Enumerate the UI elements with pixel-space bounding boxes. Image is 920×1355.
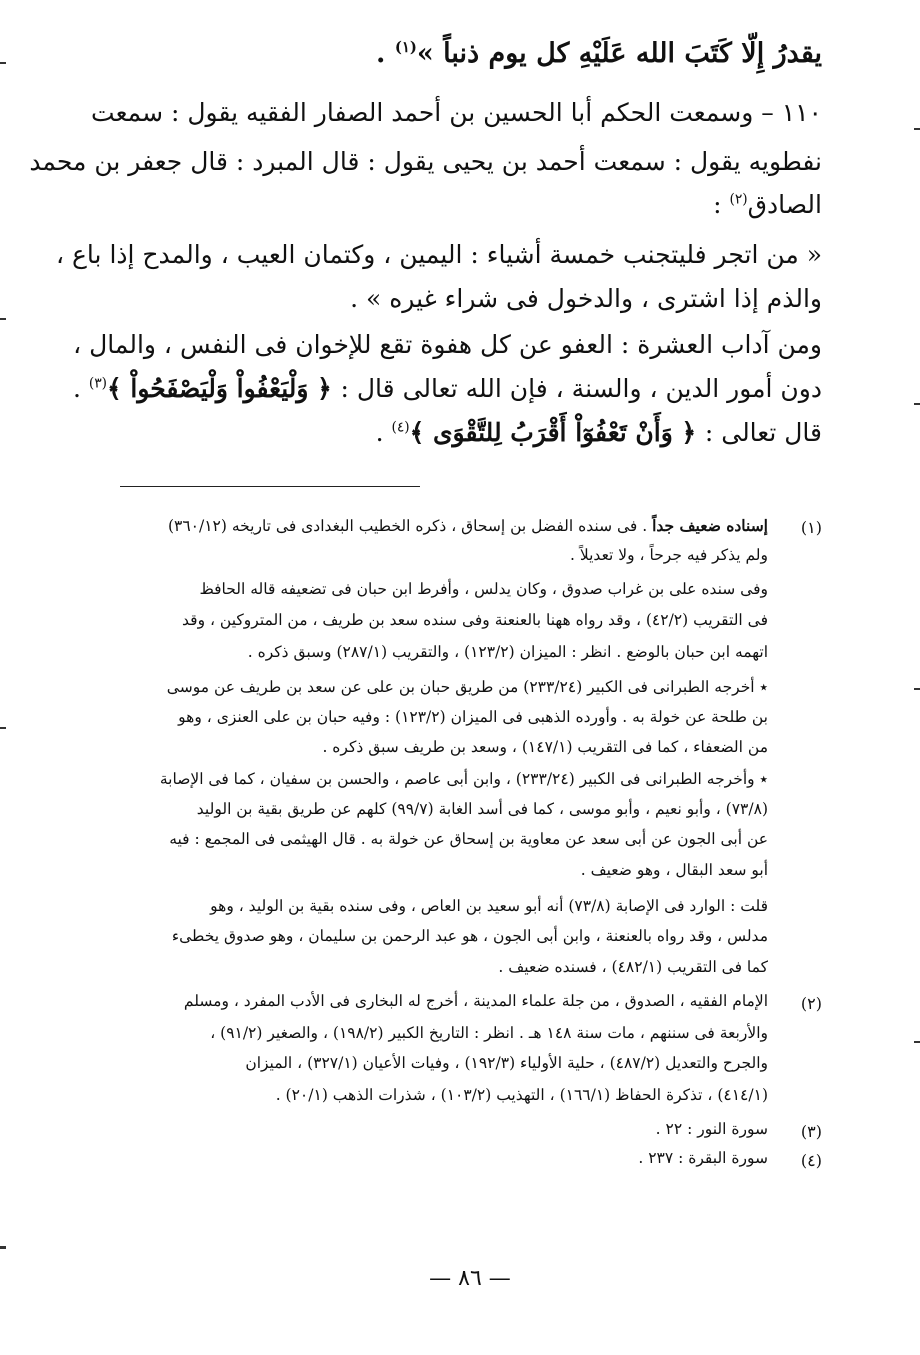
text-line-7: ومن آداب العشرة : العفو عن كل هفوة تقع للإخوان فى النفس ، والمال ، <box>73 330 822 359</box>
footnote-2-line-1: الإمام الفقيه ، الصدوق ، من جلة علماء المدينة ، أخرج له البخارى فى الأدب المفرد ، ومسلم <box>183 992 768 1010</box>
footnote-1-line-7: بن طلحة عن خولة به . وأورده الذهبى فى الميزان (١٢٣/٢) : وفيه حبان بن على العنزى ، وهو <box>178 708 768 726</box>
text-line-4: الصادق$^{(٢)}$ : <box>713 190 822 219</box>
text-line-6: والذم إذا اشترى ، والدخول فى شراء غيره » . <box>350 284 822 313</box>
margin-mark <box>0 1246 6 1249</box>
footnote-1-line-13: قلت : الوارد فى الإصابة (٧٣/٨) أنه أبو سعيد بن العاص ، وفى سنده بقية بن الوليد ، وهو <box>210 897 768 915</box>
margin-mark <box>0 727 6 729</box>
text-line-3: نفطويه يقول : سمعت أحمد بن يحيى يقول : قال المبرد : قال جعفر بن محمد <box>29 147 822 176</box>
footnote-separator <box>120 486 420 487</box>
margin-mark <box>914 128 920 130</box>
footnote-1-line-1: إسناده ضعيف جداً . فى سنده الفضل بن إسحاق ، ذكره الخطيب البغدادى فى تاريخه (٣٦٠/١٢) <box>167 516 768 535</box>
footnote-ref-4[interactable]: (٤) <box>391 419 410 436</box>
page-number: — ٨٦ — <box>429 1266 511 1291</box>
text-line-5: « من اتجر فليتجنب خمسة أشياء : اليمين ، وكتمان العيب ، والمدح إذا باع ، <box>55 240 822 269</box>
footnote-3-text: سورة النور : ٢٢ . <box>655 1120 768 1138</box>
main-text <box>29 0 822 480</box>
margin-mark <box>0 62 6 64</box>
footnote-1-line-12: أبو سعد البقال ، وهو ضعيف . <box>580 861 768 879</box>
footnote-number-2: (٢) <box>800 994 822 1013</box>
footnote-1-line-5: اتهمه ابن حبان بالوضع . انظر : الميزان (١٢٣/٢) ، والتقريب (٢٨٧/١) وسبق ذكره . <box>247 643 768 661</box>
margin-mark <box>914 403 920 405</box>
footnote-1-line-3: وفى سنده على بن غراب صدوق ، وكان يدلس ، وأفرط ابن حبان فى تضعيفه قاله الحافظ <box>199 580 768 598</box>
footnote-number-1: (١) <box>800 518 822 537</box>
margin-mark <box>0 318 6 320</box>
footnote-1-line-14: مدلس ، وقد رواه بالعنعنة ، وابن أبى الجون ، هو عبد الرحمن بن سليمان ، وهو صدوق يخطىء <box>171 927 768 945</box>
text-line-8: دون أمور الدين ، والسنة ، فإن الله تعالى قال : ﴿ وَلْيَعْفُواْ وَلْيَصْفَحُواْ ﴾$^{(٣)}$ . <box>72 374 822 403</box>
footnote-1-line-10: (٧٣/٨) ، وأبو نعيم ، وأبو موسى ، كما فى أسد الغابة (٩٩/٧) كلهم عن طريق بقية بن الوليد <box>196 800 768 818</box>
footnote-ref-2[interactable]: (٢) <box>729 191 748 208</box>
margin-mark <box>914 688 920 690</box>
text-line-2: ١١٠ – وسمعت الحكم أبا الحسين بن أحمد الصفار الفقيه يقول : سمعت <box>91 98 822 127</box>
footnote-1-line-15: كما فى التقريب (٤٨٢/١) ، فسنده ضعيف . <box>498 958 768 976</box>
quran-verse-1: ﴿ وَلْيَعْفُواْ وَلْيَصْفَحُواْ ﴾ <box>107 374 341 403</box>
footnote-number-3: (٣) <box>800 1122 822 1141</box>
footnote-2-line-2: والأربعة فى سننهم ، مات سنة ١٤٨ هـ . انظر : التاريخ الكبير (١٩٨/٢) ، والصغير (٩١/٢) ، <box>210 1024 768 1042</box>
text-line-9: قال تعالى : ﴿ وَأَنْ تَعْفُوٓاْ أَقْرَبُ لِلتَّقْوَى ﴾$^{(٤)}$ . <box>375 418 822 447</box>
footnote-1-line-11: عن أبى الجون عن أبى سعد عن معاوية بن إسحاق عن خولة به . قال الهيثمى فى المجمع : فيه <box>169 830 768 848</box>
quran-verse-2: ﴿ وَأَنْ تَعْفُوٓاْ أَقْرَبُ لِلتَّقْوَى ﴾ <box>409 418 705 447</box>
margin-mark <box>914 1041 920 1043</box>
footnote-2-line-4: (٤١٤/١) ، تذكرة الحفاظ (١٦٦/١) ، التهذيب (١٠٣/٢) ، شذرات الذهب (٢٠/١) . <box>275 1086 768 1104</box>
footnote-ref-3[interactable]: (٣) <box>88 375 108 392</box>
footnote-4-text: سورة البقرة : ٢٣٧ . <box>638 1149 768 1167</box>
text-line-1: يقدرُ إِلّا كَتَبَ الله عَلَيْهِ كل يوم ذنباً »$^{(١)}$ . <box>376 38 822 69</box>
footnote-1-line-6: ٭ أخرجه الطبرانى فى الكبير (٢٣٣/٢٤) من طريق حبان بن على عن سعد بن طريف عن موسى <box>166 678 768 696</box>
footnote-2-line-3: والجرح والتعديل (٤٨٧/٢) ، حلية الأولياء (١٩٢/٣) ، وفيات الأعيان (٣٢٧/١) ، الميزان <box>245 1054 768 1072</box>
footnote-ref-1[interactable]: (١) <box>394 38 417 56</box>
footnote-1-line-8: من الضعفاء ، كما فى التقريب (١٤٧/١) ، وسعد بن طريف سبق ذكره . <box>322 738 768 756</box>
footnote-1-line-2: ولم يذكر فيه جرحاً ، ولا تعديلاً . <box>570 546 768 564</box>
footnote-number-4: (٤) <box>800 1151 822 1170</box>
footnote-1-line-4: فى التقريب (٤٢/٢) ، وقد رواه ههنا بالعنعنة وفى سنده سعد بن طريف ، من المتروكين ، وقد <box>182 611 768 629</box>
footnote-1-line-9: ٭ وأخرجه الطبرانى فى الكبير (٢٣٣/٢٤) ، وابن أبى عاصم ، والحسن بن سفيان ، كما فى الإصابة <box>159 770 768 788</box>
